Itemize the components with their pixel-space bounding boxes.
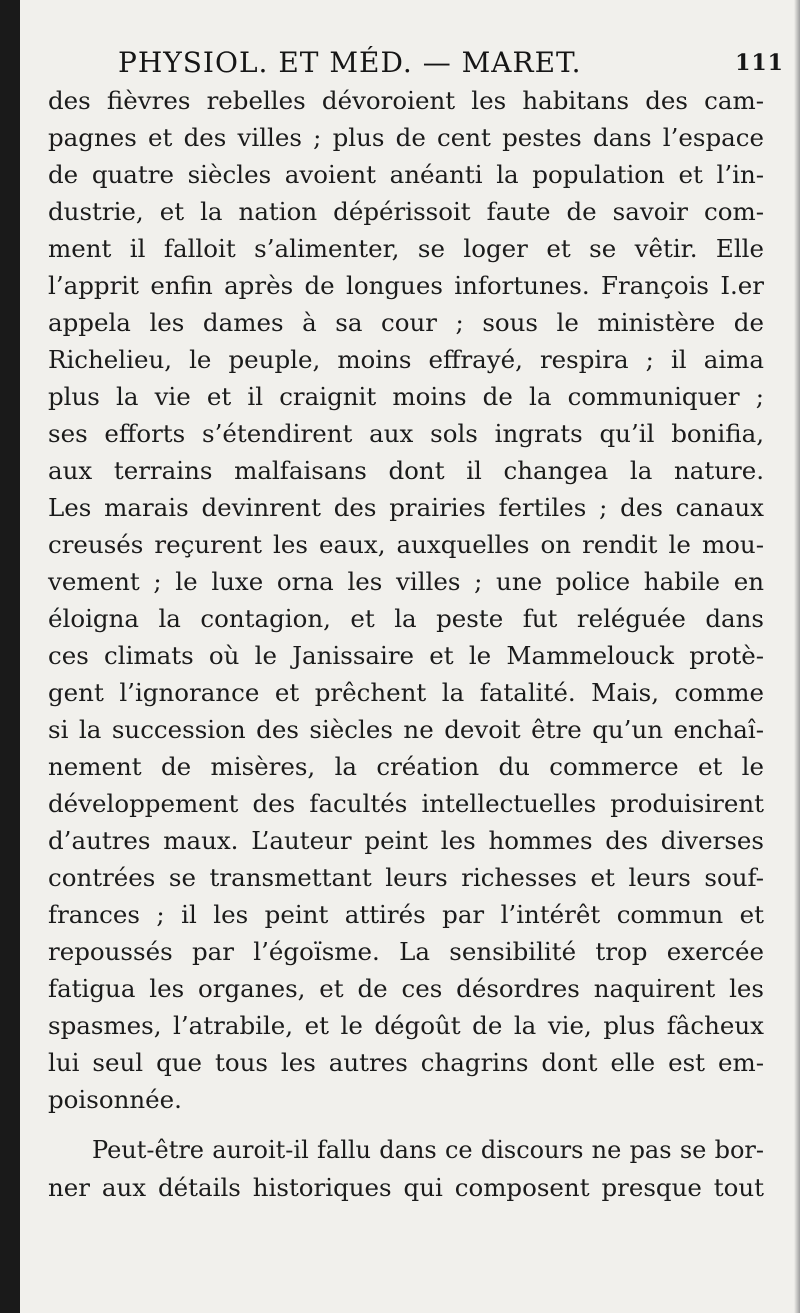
text-line: ment il falloit s’alimenter, se loger et se vêtir. Elle (48, 234, 764, 263)
text-line: l’apprit enfin après de longues infortunes. François I.er (48, 271, 764, 300)
text-line: pagnes et des villes ; plus de cent pestes dans l’espace (48, 123, 764, 152)
text-line: nement de misères, la création du commerce et le (48, 752, 764, 781)
book-page (20, 0, 800, 1313)
text-line: dustrie, et la nation dépérissoit faute de savoir com- (48, 197, 764, 226)
text-line: de quatre siècles avoient anéanti la population et l’in- (48, 160, 764, 189)
text-line: si la succession des siècles ne devoit être qu’un enchaî- (48, 715, 764, 744)
page-number: 111 (735, 50, 784, 76)
paragraph-gap (48, 1118, 764, 1132)
text-line: lui seul que tous les autres chagrins dont elle est em- (48, 1048, 764, 1077)
text-line: repoussés par l’égoïsme. La sensibilité trop exercée (48, 937, 764, 966)
text-line: plus la vie et il craignit moins de la communiquer ; (48, 382, 764, 411)
text-line: développement des facultés intellectuelles produisirent (48, 789, 764, 818)
text-line: fatigua les organes, et de ces désordres naquirent les (48, 974, 764, 1003)
paragraph (48, 1132, 764, 1206)
text-line: Les marais devinrent des prairies fertiles ; des canaux (48, 493, 764, 522)
text-line: frances ; il les peint attirés par l’intérêt commun et (48, 900, 764, 929)
text-line: spasmes, l’atrabile, et le dégoût de la vie, plus fâcheux (48, 1011, 764, 1040)
text-line: éloigna la contagion, et la peste fut reléguée dans (48, 604, 764, 633)
text-line: aux terrains malfaisans dont il changea la nature. (48, 456, 764, 485)
text-line: ses efforts s’étendirent aux sols ingrats qu’il bonifia, (48, 419, 764, 448)
text-line: appela les dames à sa cour ; sous le ministère de (48, 308, 764, 337)
body-text (48, 82, 764, 1206)
text-line: d’autres maux. L’auteur peint les hommes des diverses (48, 826, 764, 855)
text-line: des fièvres rebelles dévoroient les habitans des cam- (48, 86, 764, 115)
text-line: contrées se transmettant leurs richesses et leurs souf- (48, 863, 764, 892)
text-line: ner aux détails historiques qui composent presque tout (48, 1173, 764, 1202)
text-line: vement ; le luxe orna les villes ; une police habile en (48, 567, 764, 596)
text-line: creusés reçurent les eaux, auxquelles on rendit le mou- (48, 530, 764, 559)
text-line: poisonnée. (48, 1085, 182, 1114)
text-line: gent l’ignorance et prêchent la fatalité. Mais, comme (48, 678, 764, 707)
text-line: Richelieu, le peuple, moins effrayé, respira ; il aima (48, 345, 764, 374)
scan-shadow (794, 0, 800, 1313)
running-header (118, 46, 784, 86)
paragraph (48, 82, 764, 1118)
text-line: ces climats où le Janissaire et le Mammelouck protè- (48, 641, 764, 670)
text-line: Peut-être auroit-il fallu dans ce discours ne pas se bor- (92, 1136, 764, 1164)
running-title: PHYSIOL. ET MÉD. — MARET. (118, 46, 582, 79)
